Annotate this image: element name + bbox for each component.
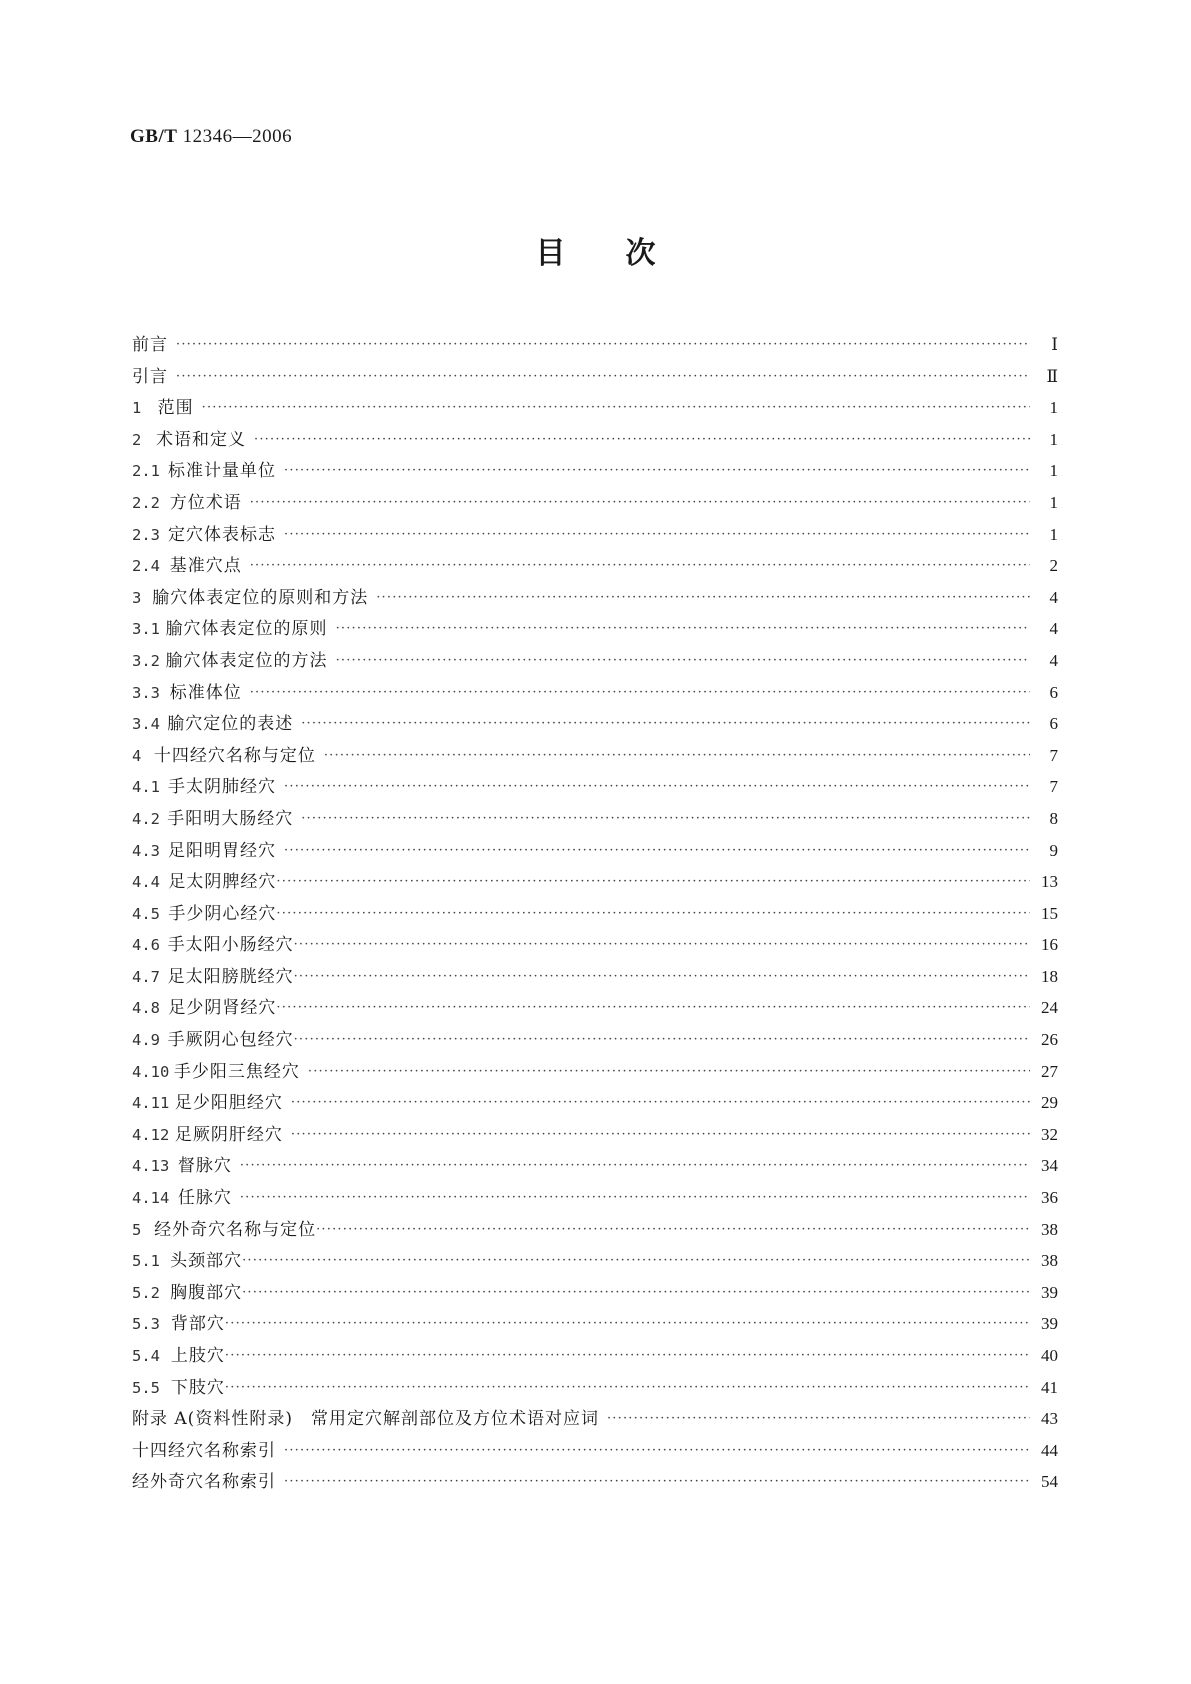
toc-entry[interactable] [132,520,1058,552]
standard-prefix: GB/T [130,126,178,147]
toc-entry-number: 5.2 [132,1283,160,1302]
toc-entry-page: 8 [1049,808,1058,828]
toc-entry-title: 腧穴体表定位的原则 [165,619,328,640]
toc-entry-title: 经外奇穴名称与定位 [154,1219,317,1240]
toc-entry[interactable] [132,614,1058,646]
toc-entry[interactable] [132,962,1058,994]
toc-leader-dots [294,1032,1030,1047]
toc-entry-page: 15 [1041,903,1058,923]
toc-leader-dots [284,527,1030,542]
toc-entry[interactable] [132,741,1058,773]
toc-entry-page: 13 [1041,872,1058,892]
toc-leader-dots [284,843,1030,858]
toc-entry-number: 2.1 [132,462,160,481]
toc-entry-page: 40 [1041,1346,1058,1365]
toc-entry-number: 4.3 [132,841,160,860]
toc-entry[interactable] [132,425,1058,457]
toc-entry-number: 3.1 [132,620,160,639]
toc-entry-title: 足少阴肾经穴 [168,998,277,1019]
toc-leader-dots [284,463,1030,478]
toc-entry-number: 3.2 [132,651,160,670]
toc-entry-title: 足阳明胃经穴 [168,840,277,861]
toc-entry-page: 39 [1041,1282,1058,1302]
toc-leader-dots [376,590,1030,605]
toc-leader-dots [240,1158,1030,1173]
toc-entry[interactable] [132,1057,1058,1089]
toc-entry-number: 5.3 [132,1315,160,1334]
toc-entry-title: 手少阳三焦经穴 [173,1061,300,1082]
toc-entry-page: 4 [1049,587,1058,607]
toc-entry-number: 4.10 [132,1062,170,1081]
toc-entry[interactable] [132,551,1058,583]
toc-entry-title: 手阳明大肠经穴 [167,808,294,829]
toc-entry-title: 范围 [157,398,194,419]
toc-entry-title: 足太阳膀胱经穴 [167,966,294,987]
toc-entry-number: 5.4 [132,1347,160,1365]
toc-entry-page: 6 [1049,682,1058,702]
toc-leader-dots [324,748,1030,763]
toc-entry-number: 4.13 [132,1157,170,1176]
toc-entry-page: 2 [1049,556,1058,576]
toc-leader-dots [176,369,1030,384]
toc-leader-dots [301,811,1030,826]
toc-entry-title: 经外奇穴名称索引 [132,1472,276,1493]
toc-leader-dots [225,1348,1030,1363]
toc-entry[interactable] [132,583,1058,615]
toc-leader-dots [225,1380,1030,1395]
toc-leader-dots [607,1411,1030,1426]
toc-entry-page: 38 [1041,1251,1058,1271]
toc-entry[interactable] [132,1404,1058,1436]
toc-entry-page: 7 [1049,745,1058,765]
toc-entry-title: 基准穴点 [169,556,242,577]
toc-entry-number: 2.3 [132,525,160,544]
toc-entry-page: 1 [1049,429,1058,449]
toc-entry[interactable] [132,993,1058,1025]
toc-entry[interactable] [132,1183,1058,1215]
toc-leader-dots [316,1222,1030,1237]
toc-leader-dots [284,779,1030,794]
toc-entry-number: 2.4 [132,557,160,576]
toc-entry-number: 5.5 [132,1378,160,1397]
toc-entry-title: 标准计量单位 [168,461,277,482]
toc-entry-page: Ⅰ [1051,335,1058,354]
toc-leader-dots [276,874,1030,889]
toc-entry-page: 39 [1041,1314,1058,1334]
toc-entry-number: 4.5 [132,904,160,923]
toc-entry-title: 腧穴定位的表述 [167,714,294,735]
toc-entry-title: 胸腹部穴 [170,1282,243,1303]
toc-entry-page: 34 [1041,1156,1058,1176]
toc-entry-page: 36 [1041,1188,1058,1208]
toc-entry[interactable] [132,1088,1058,1120]
toc-entry-page: 4 [1049,619,1058,639]
toc-entry-title: 附录 A(资料性附录) 常用定穴解剖部位及方位术语对应词 [132,1409,599,1430]
toc-leader-dots [242,1285,1030,1300]
toc-entry[interactable] [132,678,1058,710]
toc-entry-title: 足少阳胆经穴 [174,1093,283,1114]
toc-entry[interactable] [132,393,1058,425]
toc-entry-title: 前言 [132,335,168,355]
toc-entry-title: 腧穴体表定位的原则和方法 [152,587,369,608]
toc-entry-number: 4.2 [132,809,160,828]
toc-leader-dots [284,1443,1030,1458]
toc-entry-number: 4.11 [132,1094,170,1113]
toc-entry[interactable] [132,1151,1058,1183]
toc-entry-page: 1 [1049,461,1058,481]
toc-entry-number: 3 [132,588,142,607]
toc-entry-number: 4.6 [132,936,160,955]
toc-entry[interactable] [132,804,1058,836]
toc-leader-dots [250,495,1030,510]
toc-entry-number: 2.2 [132,493,160,512]
toc-entry-page: 16 [1041,935,1058,955]
toc-entry-number: 4.8 [132,999,160,1018]
toc-entry-title: 十四经穴名称与定位 [153,745,316,766]
toc-entry[interactable] [132,456,1058,488]
toc-entry[interactable] [132,1467,1058,1499]
toc-entry-title: 背部穴 [170,1314,225,1335]
toc-leader-dots [276,906,1030,921]
toc-leader-dots [291,1127,1030,1142]
toc-entry-number: 4.12 [132,1125,170,1144]
toc-entry-number: 1 [132,399,142,418]
toc-entry[interactable] [132,1025,1058,1057]
toc-entry-title: 腧穴体表定位的方法 [165,650,328,671]
toc-entry[interactable] [132,772,1058,804]
toc-entry-title: 手少阴心经穴 [168,903,277,924]
toc-entry[interactable] [132,646,1058,678]
toc-entry[interactable] [132,1278,1058,1310]
toc-entry-number: 4.7 [132,967,160,986]
toc-entry-page: 1 [1049,492,1058,512]
toc-entry[interactable] [132,1215,1058,1247]
toc-entry-number: 4.14 [132,1189,170,1208]
toc-leader-dots [294,937,1030,952]
toc-entry-title: 任脉穴 [177,1188,232,1209]
toc-leader-dots [308,1064,1030,1079]
toc-entry-title: 手厥阴心包经穴 [167,1030,294,1051]
toc-entry-title: 下肢穴 [170,1377,225,1398]
toc-leader-dots [176,337,1030,352]
toc-entry-page: 9 [1049,840,1058,860]
toc-entry-title: 足厥阴肝经穴 [174,1124,283,1145]
toc-entry-title: 上肢穴 [170,1346,225,1366]
toc-entry[interactable] [132,362,1058,394]
toc-leader-dots [250,558,1030,573]
toc-entry-title: 头颈部穴 [170,1251,243,1272]
toc-entry-number: 3.3 [132,683,160,702]
toc-entry-page: Ⅱ [1046,366,1058,386]
toc-leader-dots [242,1253,1030,1268]
toc-entry[interactable] [132,488,1058,520]
toc-entry-page: 38 [1041,1219,1058,1239]
toc-entry[interactable] [132,836,1058,868]
toc-entry-page: 54 [1041,1472,1058,1492]
toc-entry[interactable] [132,1309,1058,1341]
toc-entry-page: 18 [1041,966,1058,986]
toc-entry-number: 4.4 [132,873,160,892]
toc-entry-title: 手太阴肺经穴 [168,777,277,798]
toc-entry-page: 32 [1041,1124,1058,1144]
toc-entry-title: 标准体位 [169,682,242,703]
toc-leader-dots [240,1190,1030,1205]
toc-entry[interactable] [132,1120,1058,1152]
toc-entry-page: 1 [1049,524,1058,544]
toc-leader-dots [276,1000,1030,1015]
toc-entry-title: 督脉穴 [177,1156,232,1177]
toc-leader-dots [225,1316,1030,1331]
toc-entry-page: 41 [1041,1377,1058,1397]
toc-entry[interactable] [132,1246,1058,1278]
toc-leader-dots [301,716,1030,731]
toc-entry[interactable] [132,930,1058,962]
toc-entry-title: 定穴体表标志 [168,524,277,545]
toc-entry-number: 2 [132,430,142,449]
toc-entry-number: 4.9 [132,1031,160,1050]
toc-leader-dots [336,653,1030,668]
toc-entry-title: 术语和定义 [156,429,246,450]
toc-entry-page: 7 [1049,777,1058,797]
toc-entry-number: 4.1 [132,778,160,797]
toc-entry[interactable] [132,1373,1058,1405]
toc-entry-page: 29 [1041,1093,1058,1113]
toc-entry-title: 手太阳小肠经穴 [167,935,294,956]
toc-entry-title: 十四经穴名称索引 [132,1440,276,1461]
toc-leader-dots [202,400,1030,415]
toc-entry-title: 引言 [132,366,168,387]
toc-entry-page: 6 [1049,714,1058,734]
toc-entry-title: 足太阴脾经穴 [168,872,277,893]
toc-leader-dots [294,969,1030,984]
toc-entry-number: 5 [132,1220,142,1239]
standard-number: 12346—2006 [182,126,293,147]
toc-entry-page: 43 [1041,1409,1058,1429]
toc-entry[interactable] [132,867,1058,899]
toc-entry[interactable] [132,709,1058,741]
toc-leader-dots [254,432,1030,447]
toc-entry-page: 27 [1041,1061,1058,1081]
toc-entry[interactable] [132,330,1058,362]
page-title: 目次 [535,236,716,271]
toc-leader-dots [250,685,1030,700]
standard-code [130,126,292,148]
toc-entry-page: 24 [1041,998,1058,1018]
toc-leader-dots [284,1474,1030,1489]
toc-leader-dots [291,1095,1030,1110]
toc-entry-number: 4 [132,746,142,765]
toc-entry[interactable] [132,899,1058,931]
toc-entry-title: 方位术语 [169,492,242,513]
table-of-contents [132,330,1058,1499]
toc-leader-dots [336,621,1030,636]
toc-entry-page: 1 [1049,398,1058,418]
toc-entry-number: 5.1 [132,1252,160,1271]
toc-entry-page: 44 [1041,1440,1058,1460]
toc-entry-page: 4 [1049,650,1058,670]
toc-entry[interactable] [132,1436,1058,1468]
toc-entry[interactable] [132,1341,1058,1373]
toc-entry-page: 26 [1041,1030,1058,1050]
toc-entry-number: 3.4 [132,715,160,734]
